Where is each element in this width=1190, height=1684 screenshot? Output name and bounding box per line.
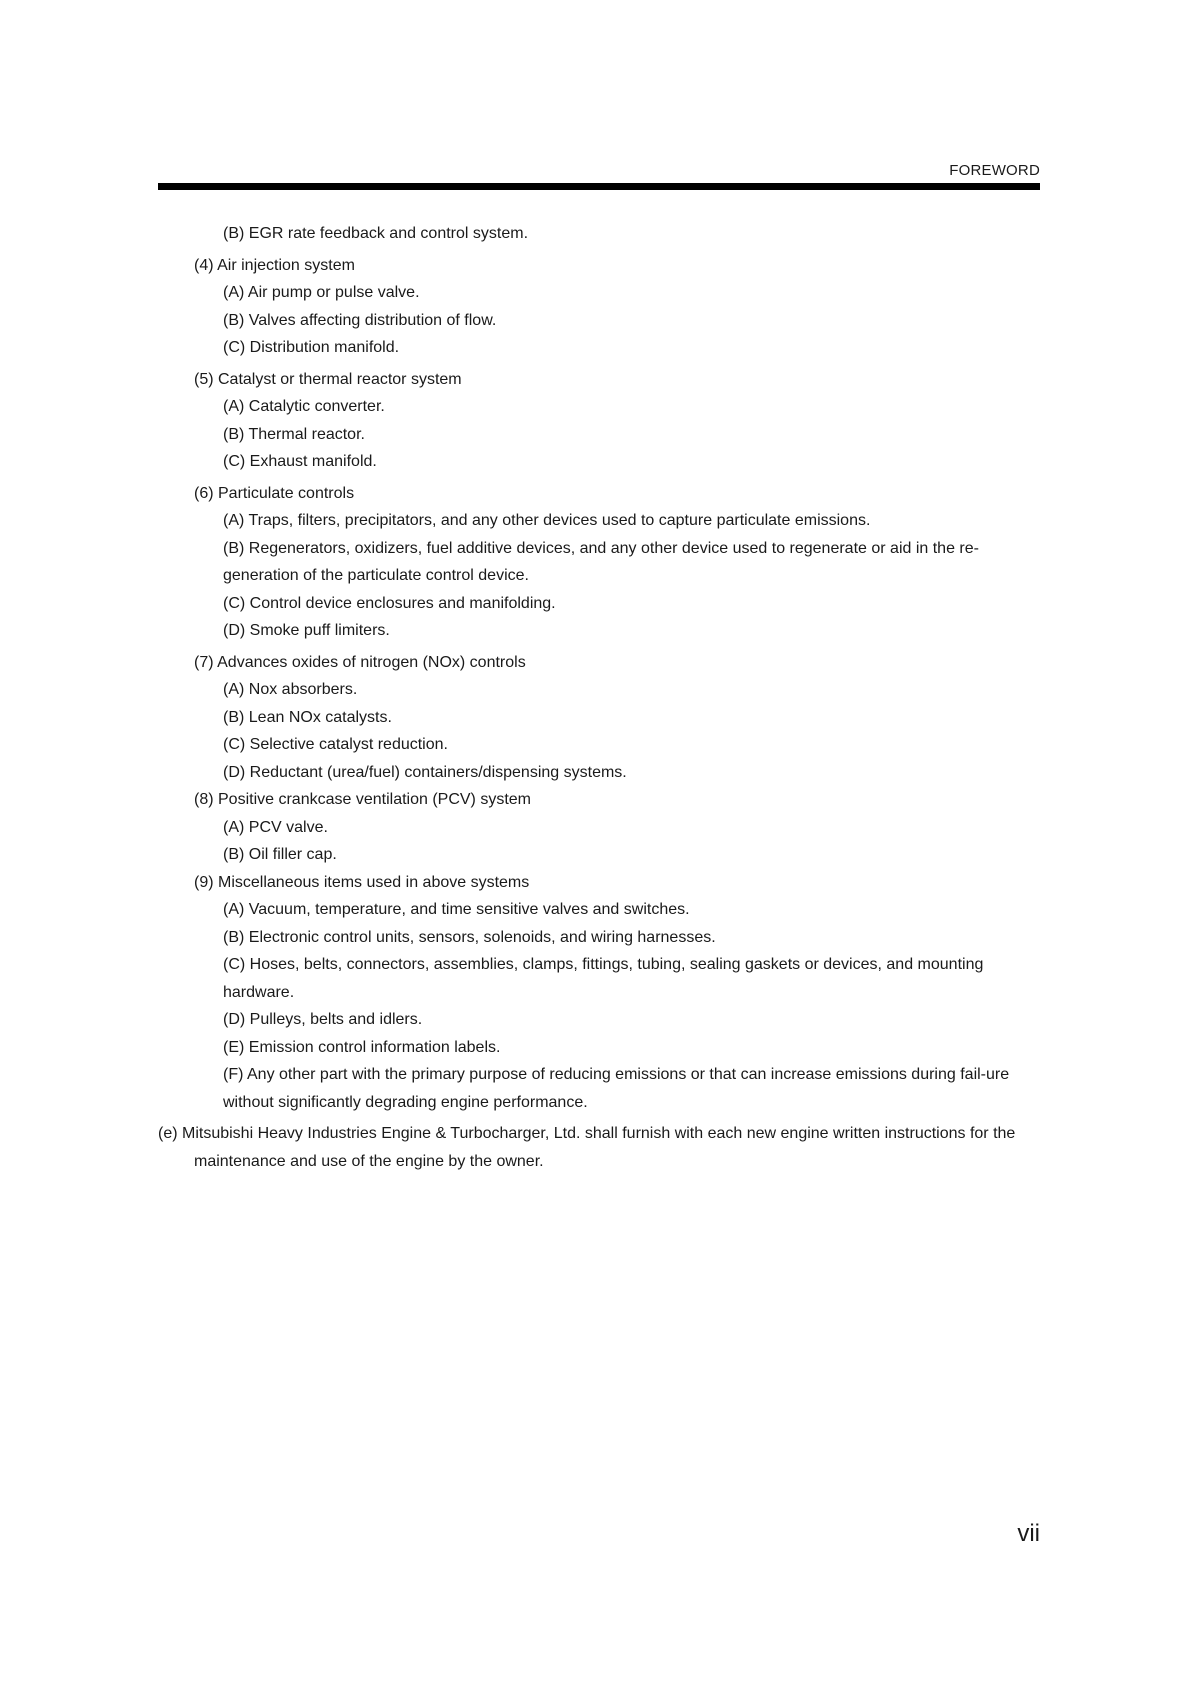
list-item-5a: (A) Catalytic converter. [223, 398, 385, 415]
list-item-6d: (D) Smoke puff limiters. [223, 622, 390, 639]
running-header: FOREWORD [949, 162, 1040, 179]
list-item-7a: (A) Nox absorbers. [223, 681, 358, 698]
list-item-5b: (B) Thermal reactor. [223, 425, 365, 443]
section-9-heading: (9) Miscellaneous items used in above systems [194, 873, 530, 891]
list-item-9f: (F) Any other part with the primary purpose of reducing emissions or that can increase emissions during fail-ure without significantly degrading engine performance. [223, 1066, 1010, 1111]
list-item-8a: (A) PCV valve. [223, 818, 328, 836]
list-item-5c: (C) Exhaust manifold. [223, 453, 377, 470]
header-rule [158, 183, 1040, 190]
list-item-6a: (A) Traps, filters, precipitators, and any other devices used to capture particulate emissions. [223, 512, 871, 529]
list-item-7d: (D) Reductant (urea/fuel) containers/dispensing systems. [223, 763, 627, 781]
list-item-4c: (C) Distribution manifold. [223, 339, 400, 356]
list-item-9a: (A) Vacuum, temperature, and time sensitive valves and switches. [223, 901, 690, 918]
list-item-6b: (B) Regenerators, oxidizers, fuel additive devices, and any other device used to regenerate or aid in the re-generation of the particulate control device. [223, 539, 979, 584]
section-5-heading: (5) Catalyst or thermal reactor system [194, 370, 462, 388]
section-7-heading: (7) Advances oxides of nitrogen (NOx) controls [194, 653, 526, 671]
list-item-7b: (B) Lean NOx catalysts. [223, 708, 392, 726]
page-number: vii [1017, 1520, 1040, 1547]
paragraph-e: (e) Mitsubishi Heavy Industries Engine & Turbocharger, Ltd. shall furnish with each new engine written instructions for the maintenance and use of the engine by the owner. [158, 1125, 1016, 1170]
list-item-4b: (B) Valves affecting distribution of flow. [223, 311, 497, 329]
section-4-heading: (4) Air injection system [194, 256, 355, 274]
list-item-7c: (C) Selective catalyst reduction. [223, 736, 448, 753]
list-item-9e: (E) Emission control information labels. [223, 1038, 501, 1056]
section-6-heading: (6) Particulate controls [194, 484, 355, 502]
list-item-6c: (C) Control device enclosures and manifolding. [223, 594, 556, 612]
list-item-4a: (A) Air pump or pulse valve. [223, 284, 420, 301]
document-body [158, 220, 1040, 1175]
list-item-8b: (B) Oil filler cap. [223, 846, 337, 863]
section-8-heading: (8) Positive crankcase ventilation (PCV) system [194, 791, 531, 808]
list-item-9c: (C) Hoses, belts, connectors, assemblies, clamps, fittings, tubing, sealing gaskets or devices, and mounting hardware. [223, 956, 984, 1001]
list-item-3b: (B) EGR rate feedback and control system. [223, 225, 529, 242]
list-item-9b: (B) Electronic control units, sensors, solenoids, and wiring harnesses. [223, 928, 716, 946]
list-item-9d: (D) Pulleys, belts and idlers. [223, 1011, 423, 1028]
